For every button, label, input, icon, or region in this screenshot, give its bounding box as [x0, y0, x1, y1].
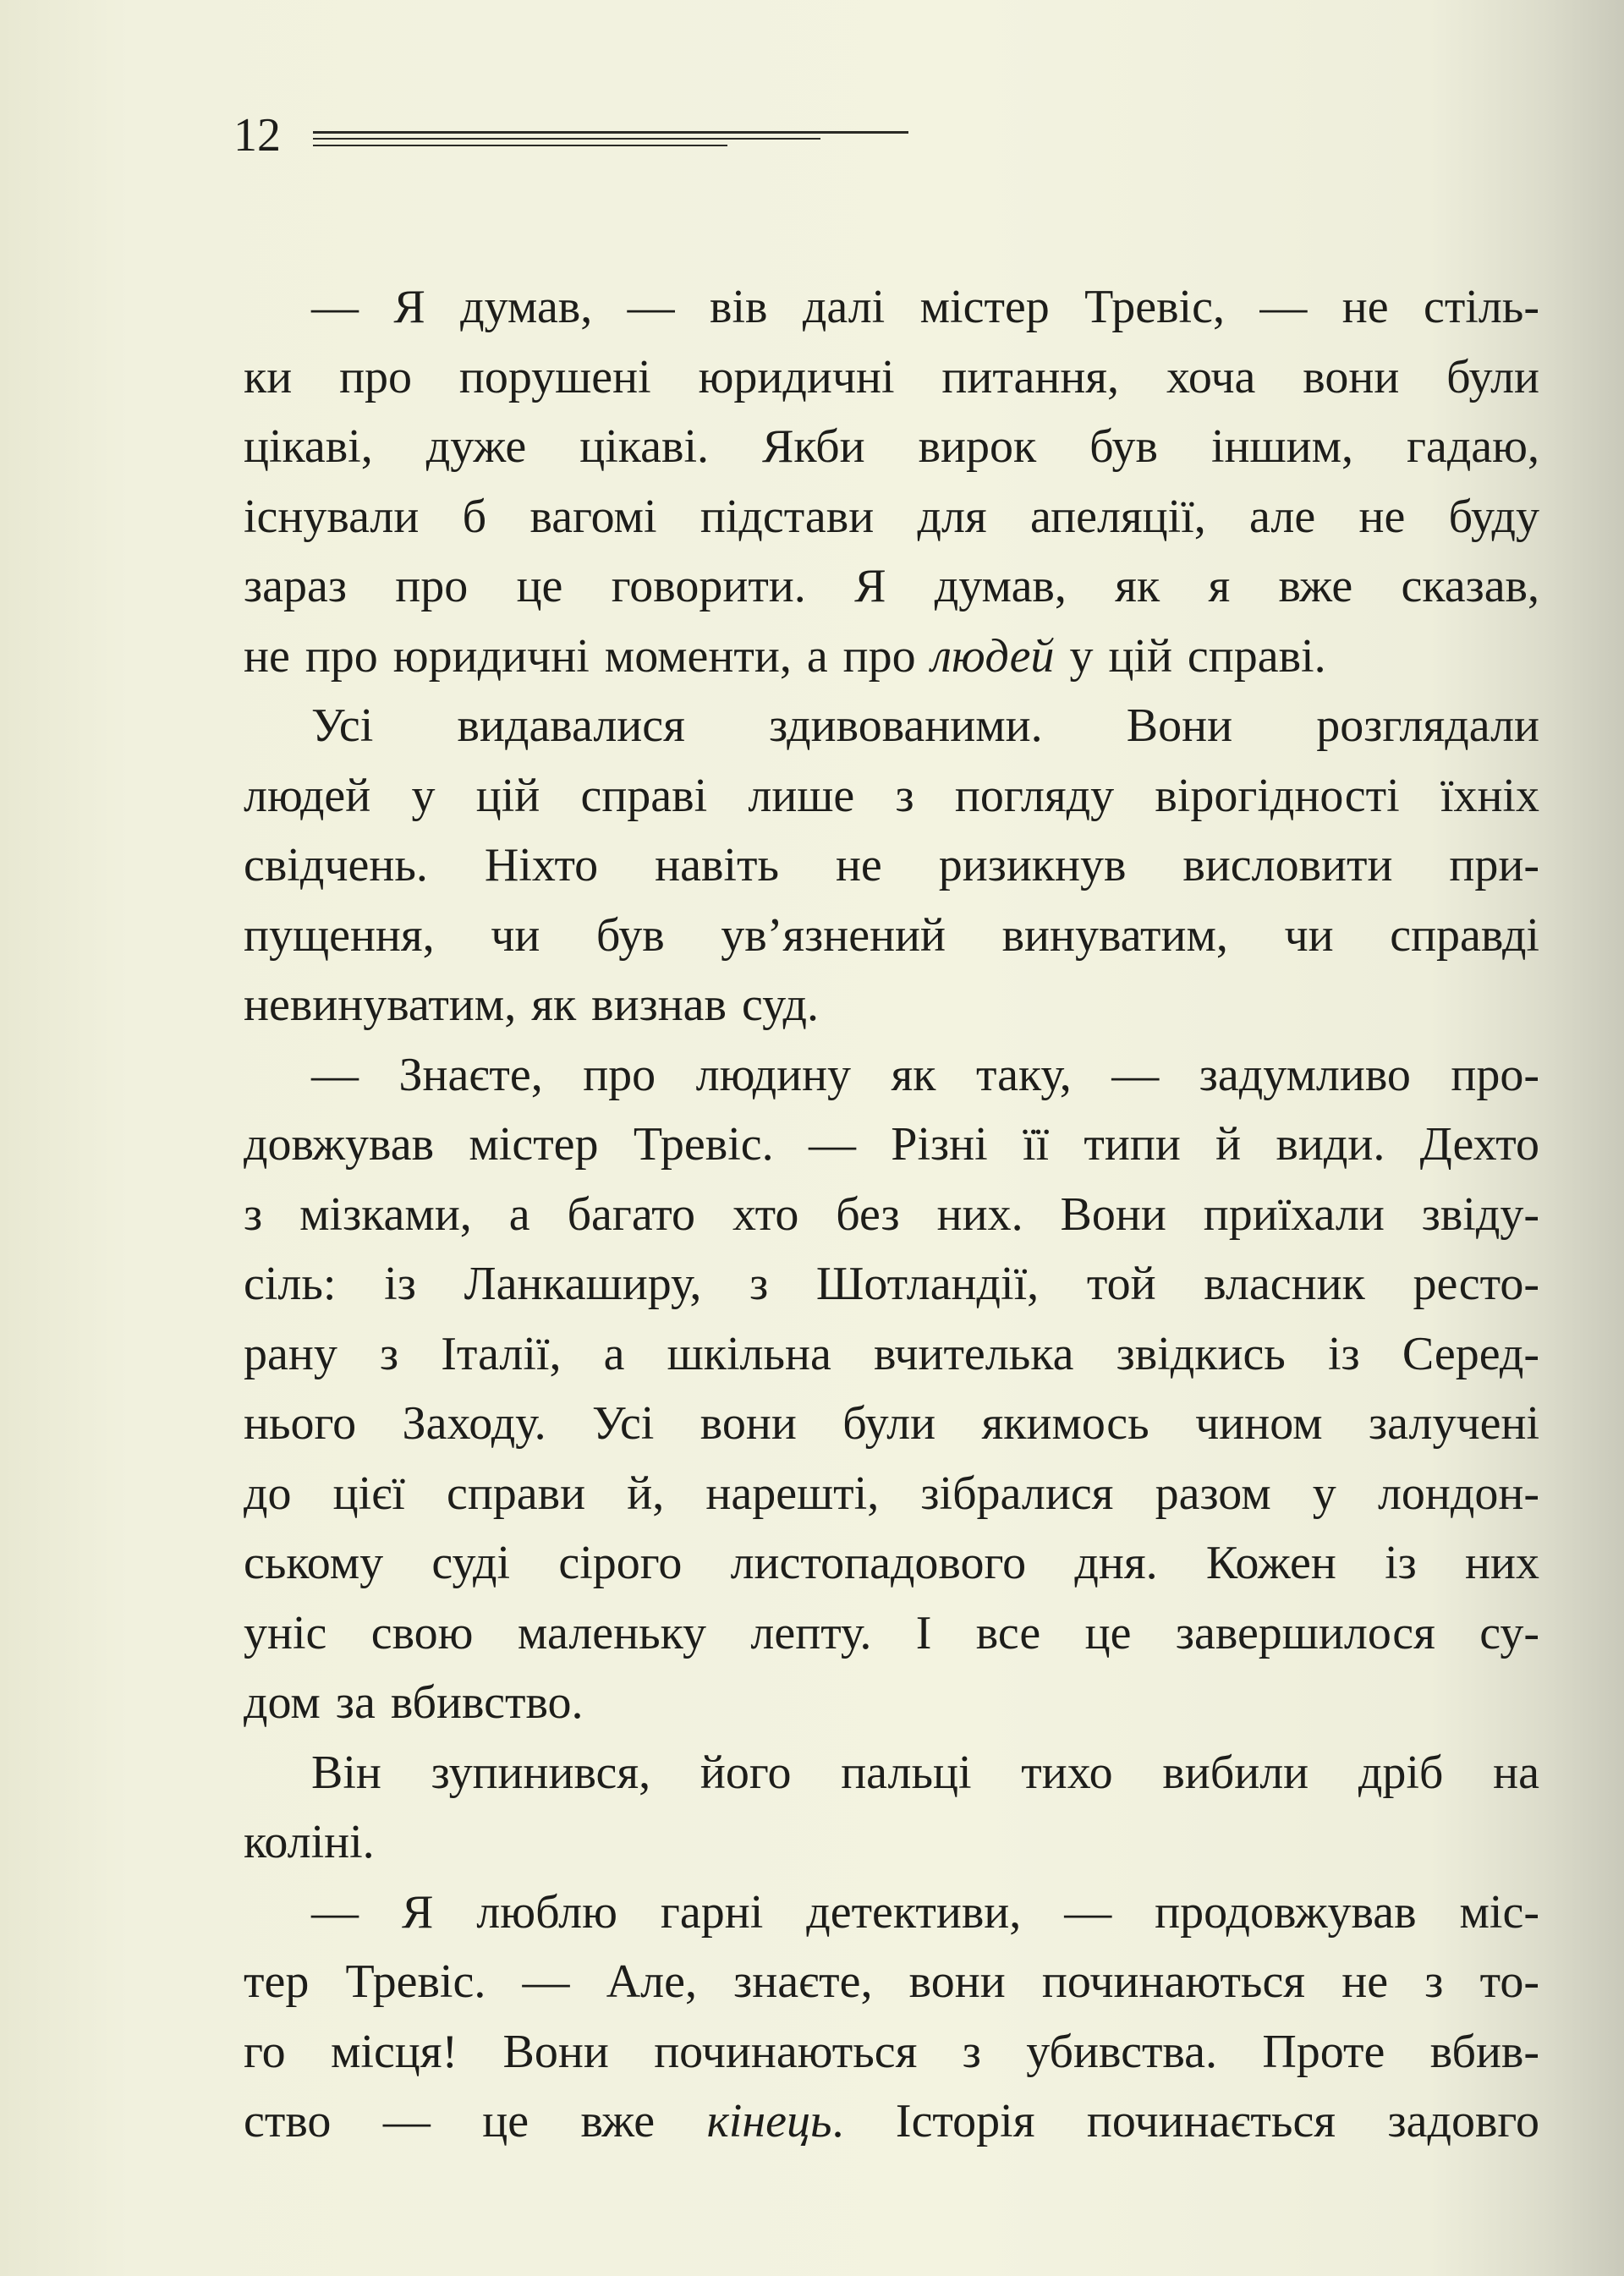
text-line — [244, 970, 1539, 1040]
text-line — [244, 1738, 1539, 1808]
text-line — [244, 901, 1539, 971]
body-text — [244, 272, 1539, 2157]
text-line — [244, 622, 1539, 692]
text-line — [244, 272, 1539, 343]
header-rule — [313, 138, 820, 140]
line-text: у цій справі. — [1054, 629, 1326, 683]
text-line — [244, 2087, 1539, 2157]
line-text: ство — це вже — [244, 2095, 707, 2147]
text-line — [244, 1947, 1539, 2017]
line-text: . Історія починається задовго — [831, 2095, 1539, 2147]
text-line — [244, 1459, 1539, 1529]
italic-text: кінець — [706, 2095, 832, 2147]
line-text: людей у цій справі лише з погляду вірогідності їхніх — [244, 769, 1539, 822]
line-text: коліні. — [244, 1816, 375, 1868]
text-line — [244, 551, 1539, 622]
text-line — [244, 691, 1539, 761]
line-text: невинуватим, як визнав суд. — [244, 979, 820, 1031]
line-text: Він зупинився, його пальці тихо вибили дріб на — [311, 1746, 1539, 1799]
line-text: — Я думав, — вів далі містер Тревіс, — не стіль- — [311, 281, 1539, 333]
line-text: уніс свою маленьку лепту. І все це завершилося су- — [244, 1606, 1539, 1659]
text-line — [244, 1528, 1539, 1599]
line-text: пущення, чи був ув’язнений винуватим, чи справді — [244, 908, 1539, 962]
line-text: — Я люблю гарні детективи, — продовжував міс- — [311, 1885, 1539, 1939]
line-text: зараз про це говорити. Я думав, як я вже сказав, — [244, 560, 1539, 612]
header-rule — [313, 131, 908, 134]
line-text: до цієї справи й, нарешті, зібралися разом у лондон- — [244, 1467, 1539, 1520]
text-line — [244, 412, 1539, 482]
line-text: свідчень. Ніхто навіть не ризикнув висловити при- — [244, 839, 1539, 891]
text-line — [244, 1319, 1539, 1390]
line-text: сіль: із Ланкаширу, з Шотландії, той власник ресто- — [244, 1258, 1539, 1310]
text-line — [244, 761, 1539, 831]
line-text: — Знаєте, про людину як таку, — задумливо про- — [311, 1048, 1539, 1101]
line-text: ки про порушені юридичні питання, хоча вони були — [244, 350, 1539, 403]
text-line — [244, 1878, 1539, 1948]
line-text: тер Тревіс. — Але, знаєте, вони починаються не з то- — [244, 1955, 1539, 2008]
line-text: Усі видавалися здивованими. Вони розглядали — [311, 699, 1539, 752]
line-text: існували б вагомі підстави для апеляції, але не буду — [244, 490, 1539, 543]
text-line — [244, 1668, 1539, 1738]
page-number: 12 — [233, 109, 281, 162]
text-line — [244, 1249, 1539, 1319]
text-line — [244, 482, 1539, 552]
text-line — [244, 1180, 1539, 1250]
line-text: го місця! Вони починаються з убивства. Проте вбив- — [244, 2025, 1539, 2078]
text-line — [244, 2017, 1539, 2087]
text-line — [244, 343, 1539, 413]
line-text: нього Заходу. Усі вони були якимось чином залучені — [244, 1397, 1539, 1450]
line-text: цікаві, дуже цікаві. Якби вирок був іншим, гадаю, — [244, 420, 1539, 473]
line-text: не про юридичні моменти, а про — [244, 629, 931, 683]
text-line — [244, 1110, 1539, 1180]
text-line — [244, 1599, 1539, 1669]
line-text: з мізками, а багато хто без них. Вони приїхали звіду- — [244, 1187, 1539, 1241]
line-text: довжував містер Тревіс. — Різні її типи й види. Дехто — [244, 1118, 1539, 1171]
header-rule — [313, 145, 727, 146]
line-text: дом за вбивство. — [244, 1676, 584, 1729]
text-line — [244, 1389, 1539, 1459]
italic-text: людей — [930, 629, 1055, 683]
line-text: ському суді сірого листопадового дня. Кожен із них — [244, 1537, 1539, 1589]
text-line — [244, 831, 1539, 901]
text-line — [244, 1040, 1539, 1111]
text-line — [244, 1807, 1539, 1878]
line-text: рану з Італії, а шкільна вчителька звідкись із Серед- — [244, 1327, 1539, 1380]
